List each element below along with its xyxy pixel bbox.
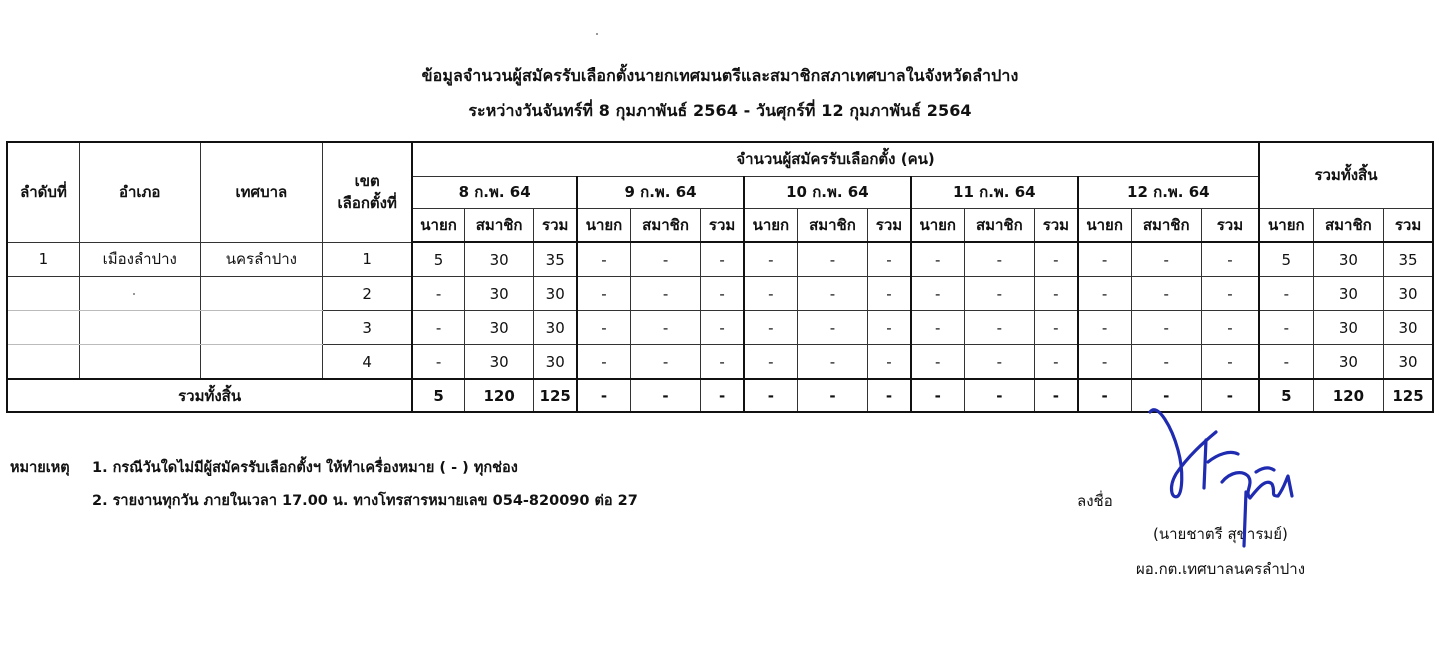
row-no-cell: 1 bbox=[7, 242, 79, 277]
table-cell: 30 bbox=[534, 311, 577, 345]
table-cell: 5 bbox=[412, 242, 464, 277]
table-cell: - bbox=[577, 345, 630, 380]
table-cell: 5 bbox=[1259, 242, 1313, 277]
table-cell: - bbox=[1131, 242, 1201, 277]
signer-position: ผอ.กต.เทศบาลนครลำปาง bbox=[1136, 560, 1306, 578]
row-municipality-cell bbox=[200, 345, 323, 380]
note-1 bbox=[10, 456, 518, 479]
table-cell: - bbox=[868, 277, 911, 311]
row-municipality-cell: นครลำปาง bbox=[200, 242, 323, 277]
table-cell: - bbox=[1201, 379, 1259, 412]
table-cell: - bbox=[1201, 277, 1259, 311]
table-cell: 120 bbox=[1313, 379, 1383, 412]
table-cell: - bbox=[1035, 379, 1078, 412]
table-cell: 125 bbox=[534, 379, 577, 412]
table-cell: - bbox=[1078, 242, 1131, 277]
table-cell: - bbox=[964, 379, 1034, 412]
table-cell: - bbox=[1201, 311, 1259, 345]
table-cell: - bbox=[964, 345, 1034, 380]
table-cell: - bbox=[868, 311, 911, 345]
table-cell: 30 bbox=[1313, 277, 1383, 311]
header-no: ลำดับที่ bbox=[7, 142, 79, 242]
table-cell: - bbox=[911, 277, 964, 311]
row-district-cell bbox=[79, 277, 200, 311]
table-cell: - bbox=[1035, 242, 1078, 277]
table-row bbox=[7, 277, 1433, 311]
signature-strokes bbox=[1150, 410, 1292, 546]
document-title: ข้อมูลจำนวนผู้สมัครรับเลือกตั้งนายกเทศมนตรีและสมาชิกสภาเทศบาลในจังหวัดลำปาง bbox=[421, 66, 1019, 85]
table-cell: - bbox=[797, 277, 867, 311]
row-no-cell bbox=[7, 345, 79, 380]
table-cell: 120 bbox=[464, 379, 533, 412]
row-district-cell: เมืองลำปาง bbox=[79, 242, 200, 277]
header-date-4: 11 ก.พ. 64 bbox=[911, 176, 1078, 208]
table-cell: - bbox=[630, 242, 700, 277]
table-cell: 35 bbox=[1384, 242, 1433, 277]
note-2 bbox=[92, 489, 638, 512]
header-date-1: 8 ก.พ. 64 bbox=[412, 176, 577, 208]
header-municipality: เทศบาล bbox=[200, 142, 323, 242]
table-cell: - bbox=[1078, 277, 1131, 311]
table-cell: - bbox=[911, 311, 964, 345]
scan-speck bbox=[133, 293, 135, 295]
header-total: รวม bbox=[1201, 208, 1259, 242]
table-cell: - bbox=[797, 379, 867, 412]
header-mayor: นายก bbox=[744, 208, 797, 242]
table-cell: - bbox=[1131, 379, 1201, 412]
header-grand-total: รวมทั้งสิ้น bbox=[1259, 142, 1433, 208]
header-date-3: 10 ก.พ. 64 bbox=[744, 176, 911, 208]
table-cell: - bbox=[744, 345, 797, 380]
row-municipality-cell bbox=[200, 277, 323, 311]
table-cell: - bbox=[744, 311, 797, 345]
candidates-table bbox=[6, 141, 1434, 413]
header-member: สมาชิก bbox=[797, 208, 867, 242]
table-cell: - bbox=[1078, 345, 1131, 380]
table-cell: 5 bbox=[412, 379, 464, 412]
table-cell: - bbox=[412, 277, 464, 311]
header-candidates-group: จำนวนผู้สมัครรับเลือกตั้ง (คน) bbox=[412, 142, 1259, 176]
header-member: สมาชิก bbox=[630, 208, 700, 242]
table-cell: - bbox=[964, 311, 1034, 345]
table-cell: - bbox=[1201, 345, 1259, 380]
table-cell: - bbox=[797, 311, 867, 345]
table-cell: - bbox=[577, 277, 630, 311]
table-cell: - bbox=[911, 379, 964, 412]
notes-label: หมายเหตุ bbox=[10, 460, 70, 476]
table-cell: - bbox=[701, 242, 744, 277]
table-body bbox=[7, 242, 1433, 379]
table-cell: - bbox=[412, 345, 464, 380]
header-zone bbox=[323, 142, 412, 242]
table-cell: - bbox=[412, 311, 464, 345]
table-cell: - bbox=[701, 277, 744, 311]
table-cell: - bbox=[701, 379, 744, 412]
table-row bbox=[7, 311, 1433, 345]
table-cell: - bbox=[744, 277, 797, 311]
row-zone-cell: 2 bbox=[323, 277, 412, 311]
header-member: สมาชิก bbox=[1131, 208, 1201, 242]
table-cell: - bbox=[911, 242, 964, 277]
table-cell: - bbox=[1131, 345, 1201, 380]
table-cell: 30 bbox=[464, 277, 533, 311]
row-zone-cell: 4 bbox=[323, 345, 412, 380]
header-date-2: 9 ก.พ. 64 bbox=[577, 176, 744, 208]
table-cell: 125 bbox=[1384, 379, 1433, 412]
table-cell: 30 bbox=[464, 311, 533, 345]
table-cell: - bbox=[577, 311, 630, 345]
table-cell: - bbox=[1131, 277, 1201, 311]
header-mayor: นายก bbox=[911, 208, 964, 242]
header-mayor: นายก bbox=[1259, 208, 1313, 242]
header-district: อำเภอ bbox=[79, 142, 200, 242]
table-row bbox=[7, 242, 1433, 277]
header-date-5: 12 ก.พ. 64 bbox=[1078, 176, 1259, 208]
document-subtitle: ระหว่างวันจันทร์ที่ 8 กุมภาพันธ์ 2564 - วันศุกร์ที่ 12 กุมภาพันธ์ 2564 bbox=[468, 101, 972, 120]
header-total: รวม bbox=[701, 208, 744, 242]
row-zone-cell: 3 bbox=[323, 311, 412, 345]
table-cell: - bbox=[964, 242, 1034, 277]
header-zone-line2: เลือกตั้งที่ bbox=[337, 194, 397, 213]
header-total: รวม bbox=[868, 208, 911, 242]
table-cell: 30 bbox=[464, 345, 533, 380]
table-cell: - bbox=[701, 311, 744, 345]
table-cell: 30 bbox=[534, 277, 577, 311]
table-cell: - bbox=[1131, 311, 1201, 345]
table-cell: - bbox=[868, 345, 911, 380]
table-cell: 5 bbox=[1259, 379, 1313, 412]
table-cell: 30 bbox=[1313, 345, 1383, 380]
header-mayor: นายก bbox=[412, 208, 464, 242]
note-1-text: 1. กรณีวันใดไม่มีผู้สมัครรับเลือกตั้งฯ ให้ทำเครื่องหมาย ( - ) ทุกช่อง bbox=[92, 460, 518, 476]
sign-label: ลงชื่อ bbox=[1077, 492, 1113, 510]
total-row-label: รวมทั้งสิ้น bbox=[7, 379, 412, 412]
header-total: รวม bbox=[534, 208, 577, 242]
note-2-text: 2. รายงานทุกวัน ภายในเวลา 17.00 น. ทางโทรสารหมายเลข 054-820090 ต่อ 27 bbox=[92, 493, 638, 509]
row-zone-cell: 1 bbox=[323, 242, 412, 277]
table-cell: - bbox=[868, 379, 911, 412]
handwritten-signature bbox=[1138, 400, 1308, 550]
header-mayor: นายก bbox=[1078, 208, 1131, 242]
table-cell: 30 bbox=[464, 242, 533, 277]
table-cell: - bbox=[744, 242, 797, 277]
table-cell: 30 bbox=[534, 345, 577, 380]
table-cell: - bbox=[1035, 311, 1078, 345]
table-cell: - bbox=[1201, 242, 1259, 277]
row-no-cell bbox=[7, 311, 79, 345]
table-cell: - bbox=[1035, 345, 1078, 380]
header-total: รวม bbox=[1384, 208, 1433, 242]
table-cell: - bbox=[577, 379, 630, 412]
row-district-cell bbox=[79, 345, 200, 380]
table-cell: - bbox=[1078, 311, 1131, 345]
table-cell: - bbox=[630, 345, 700, 380]
table-cell: 30 bbox=[1384, 345, 1433, 380]
table-cell: - bbox=[577, 242, 630, 277]
table-cell: - bbox=[630, 379, 700, 412]
table-cell: - bbox=[1259, 345, 1313, 380]
header-total: รวม bbox=[1035, 208, 1078, 242]
table-cell: 35 bbox=[534, 242, 577, 277]
table-cell: - bbox=[964, 277, 1034, 311]
header-member: สมาชิก bbox=[464, 208, 533, 242]
header-member: สมาชิก bbox=[1313, 208, 1383, 242]
table-cell: - bbox=[797, 345, 867, 380]
table-cell: - bbox=[1035, 277, 1078, 311]
row-district-cell bbox=[79, 311, 200, 345]
header-member: สมาชิก bbox=[964, 208, 1034, 242]
table-cell: 30 bbox=[1313, 242, 1383, 277]
row-no-cell bbox=[7, 277, 79, 311]
table-cell: - bbox=[1259, 311, 1313, 345]
table-cell: - bbox=[744, 379, 797, 412]
table-cell: 30 bbox=[1313, 311, 1383, 345]
table-cell: 30 bbox=[1384, 311, 1433, 345]
table-cell: - bbox=[1259, 277, 1313, 311]
table-cell: 30 bbox=[1384, 277, 1433, 311]
table-cell: - bbox=[868, 242, 911, 277]
table-cell: - bbox=[1078, 379, 1131, 412]
header-zone-line1: เขต bbox=[354, 172, 380, 191]
row-municipality-cell bbox=[200, 311, 323, 345]
table-cell: - bbox=[797, 242, 867, 277]
scan-speck bbox=[596, 33, 598, 35]
table-cell: - bbox=[630, 311, 700, 345]
signer-name: (นายชาตรี สุขารมย์) bbox=[1153, 525, 1288, 543]
table-cell: - bbox=[701, 345, 744, 380]
table-row bbox=[7, 345, 1433, 380]
table-cell: - bbox=[911, 345, 964, 380]
table-cell: - bbox=[630, 277, 700, 311]
header-mayor: นายก bbox=[577, 208, 630, 242]
